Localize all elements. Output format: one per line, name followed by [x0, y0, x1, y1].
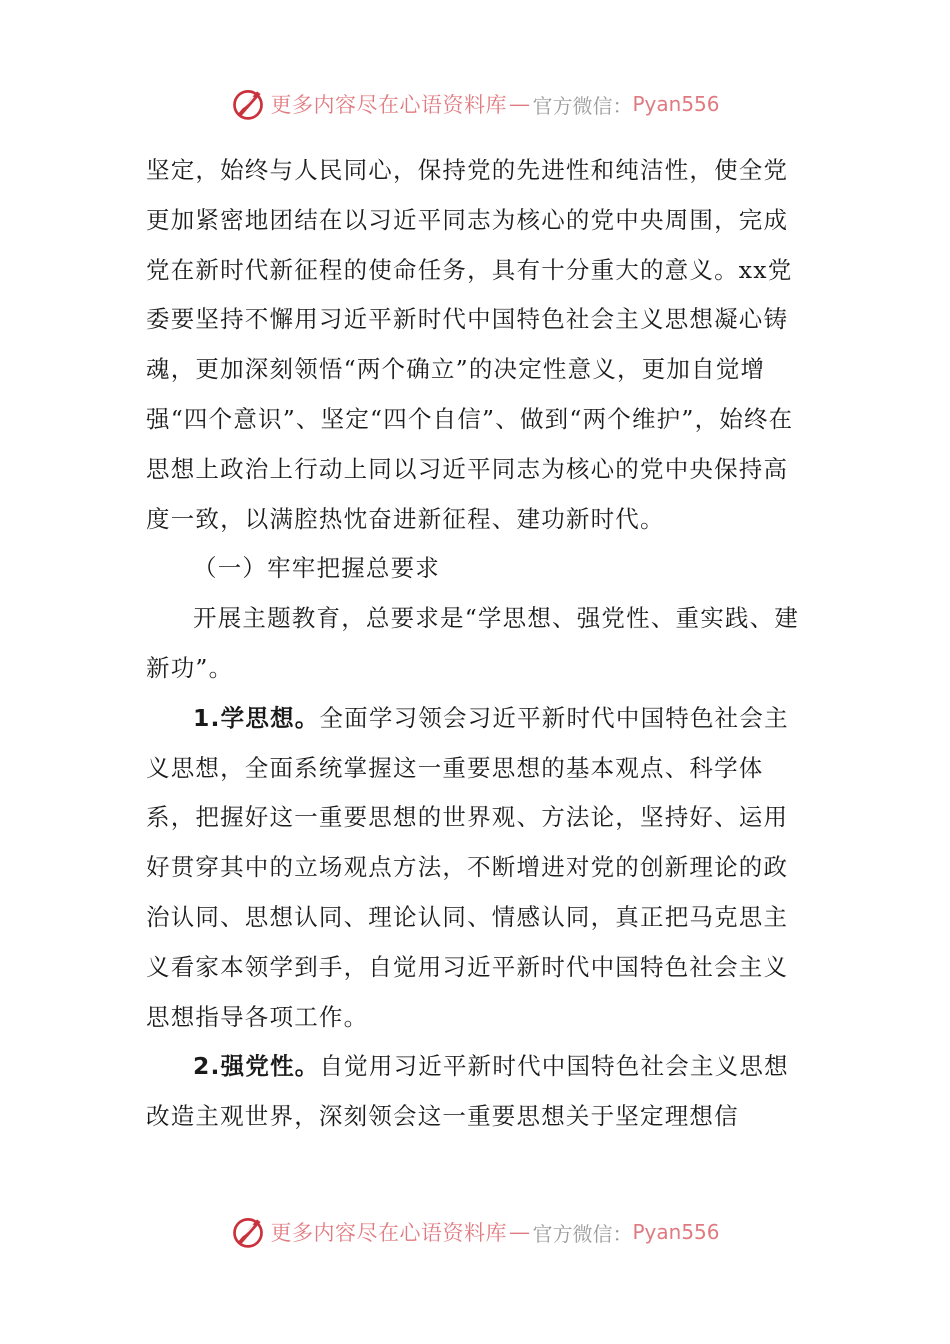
header-banner: [0, 82, 950, 126]
banner-dash: —: [508, 1220, 531, 1244]
banner-wechat-id: Pyan556: [632, 92, 720, 116]
paragraph-1: 坚定，始终与人民同心，保持党的先进性和纯洁性，使全党更加紧密地团结在以习近平同志为核心的党中央周围，完成党在新时代新征程的使命任务，具有十分重大的意义。xx党委要坚持不懈用习近平新时代中国特色社会主义思想凝心铸魂，更加深刻领悟“两个确立”的决定性意义，更加自觉增强“四个意识”、坚定“四个自信”、做到“两个维护”，始终在思想上政治上行动上同以习近平同志为核心的党中央保持高度一致，以满腔热忱奋进新征程、建功新时代。: [146, 156, 794, 533]
list-item-1-lead: 1.学思想。: [193, 703, 320, 732]
list-item-2: [146, 1042, 806, 1142]
banner-wechat-label: 官方微信：: [532, 93, 633, 118]
paragraph-2: 开展主题教育，总要求是“学思想、强党性、重实践、建新功”。: [146, 604, 800, 682]
section-heading-1: （一）牢牢把握总要求: [193, 554, 440, 583]
list-item-2-text: 自觉用习近平新时代中国特色社会主义思想改造主观世界，深刻领会这一重要思想关于坚定理想信: [146, 1052, 789, 1131]
banner-dash: —: [508, 92, 531, 116]
banner-slogan: 更多内容尽在心语资料库: [270, 1221, 507, 1245]
list-item-1: [146, 694, 806, 1043]
list-item-2-lead: 2.强党性。: [193, 1052, 320, 1081]
quill-logo-icon: [230, 86, 266, 122]
banner-wechat-label: 官方微信：: [532, 1221, 633, 1246]
quill-logo-icon: [230, 1214, 266, 1250]
list-item-1-text: 全面学习领会习近平新时代中国特色社会主义思想，全面系统掌握这一重要思想的基本观点、科学体系，把握好这一重要思想的世界观、方法论，坚持好、运用好贯穿其中的立场观点方法，不断增进对党的创新理论的政治认同、思想认同、理论认同、情感认同，真正把马克思主义看家本领学到手，自觉用习近平新时代中国特色社会主义思想指导各项工作。: [146, 703, 789, 1031]
banner-wechat-id: Pyan556: [632, 1220, 720, 1244]
footer-banner: [0, 1210, 950, 1254]
banner-slogan: 更多内容尽在心语资料库: [270, 93, 507, 117]
document-body: [146, 146, 806, 1142]
